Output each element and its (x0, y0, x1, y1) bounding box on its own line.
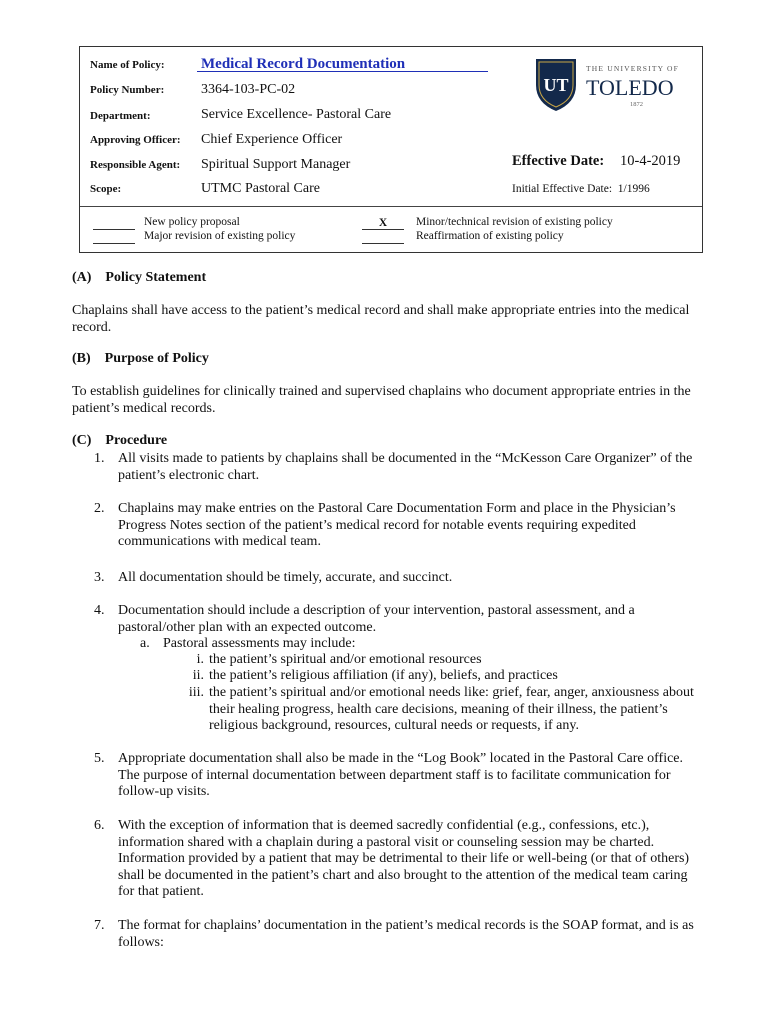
major-revision-blank (93, 231, 135, 247)
header-divider (80, 206, 702, 207)
minor-revision-x: X (362, 217, 404, 230)
scope-value: UTMC Pastoral Care (201, 181, 320, 196)
university-seal-icon (534, 55, 694, 115)
policy-header-box (79, 46, 703, 253)
section-a-text: Chaplains shall have access to the patient’s medical record and shall make appropriate entries into the medical record. (72, 303, 690, 335)
sub-item-text: Pastoral assessments may include: (163, 636, 356, 651)
label-responsible-agent: Responsible Agent: (90, 159, 181, 171)
policy-number-value: 3364-103-PC-02 (201, 82, 296, 97)
procedure-number: 7. (94, 918, 105, 933)
label-policy-number: Policy Number: (90, 84, 165, 96)
major-revision-label: Major revision of existing policy (144, 230, 296, 242)
roman-item: the patient’s spiritual and/or emotional resources (209, 652, 482, 667)
policy-title: Medical Record Documentation (201, 56, 406, 72)
reaffirmation-blank (362, 231, 404, 247)
roman-marker: ii. (192, 668, 204, 683)
section-c-heading: (C) Procedure (72, 433, 168, 448)
title-underline (197, 71, 488, 72)
label-scope: Scope: (90, 183, 122, 195)
department-value: Service Excellence- Pastoral Care (201, 107, 392, 122)
effective-date-label: Effective Date: (512, 153, 605, 169)
procedure-item: The format for chaplains’ documentation in the patient’s medical records is the SOAP format, and is as follows: (118, 918, 694, 950)
section-b-heading: (B) Purpose of Policy (72, 351, 209, 366)
procedure-number: 1. (94, 451, 105, 466)
procedure-item: All documentation should be timely, accurate, and succinct. (118, 570, 453, 585)
minor-revision-label: Minor/technical revision of existing policy (416, 216, 613, 228)
initial-effective-label: Initial Effective Date: (512, 183, 613, 195)
label-name-of-policy: Name of Policy: (90, 59, 165, 71)
procedure-item: Documentation should include a description of your intervention, pastoral assessment, and a pastoral/other plan with an expected outcome. (118, 603, 635, 635)
procedure-number: 5. (94, 751, 105, 766)
label-department: Department: (90, 110, 151, 122)
label-approving-officer: Approving Officer: (90, 134, 181, 146)
roman-marker: i. (196, 652, 204, 667)
minor-revision-mark (362, 217, 404, 230)
reaffirmation-label: Reaffirmation of existing policy (416, 230, 564, 242)
logo-monogram: UT (543, 75, 569, 95)
initial-effective-date (512, 183, 650, 195)
procedure-item: Chaplains may make entries on the Pastoral Care Documentation Form and place in the Physician’s Progress Notes section of the patient’s medical record for notable events requiring expedited communications with medical team. (118, 501, 676, 549)
approving-officer-value: Chief Experience Officer (201, 132, 343, 147)
logo-university-text: THE UNIVERSITY OF (586, 64, 680, 73)
procedure-number: 4. (94, 603, 105, 618)
procedure-item: With the exception of information that is deemed sacredly confidential (e.g., confessions, etc.), information shared with a chaplain during a pastoral visit or counseling session may be charted. Information provided by a patient that may be detrimental to their life or well-being (or that of others) shall be documented in the patient’s chart and also brought to the attention of the medical team caring for that patient. (118, 818, 690, 899)
logo-name-text: TOLEDO (586, 75, 674, 100)
procedure-item: All visits made to patients by chaplains shall be documented in the “McKesson Care Organizer” of the patient’s electronic chart. (118, 451, 693, 483)
university-logo (534, 55, 694, 115)
procedure-number: 6. (94, 818, 105, 833)
effective-date-value: 10-4-2019 (620, 153, 681, 169)
section-b-text: To establish guidelines for clinically trained and supervised chaplains who document appropriate entries in the patient’s medical records. (72, 384, 691, 416)
initial-effective-value: 1/1996 (617, 183, 650, 195)
responsible-agent-value: Spiritual Support Manager (201, 157, 351, 172)
sub-item-marker: a. (140, 636, 150, 651)
roman-item: the patient’s religious affiliation (if any), beliefs, and practices (209, 668, 558, 683)
procedure-number: 2. (94, 501, 105, 516)
logo-year-text: 1872 (630, 101, 643, 108)
procedure-item: Appropriate documentation shall also be made in the “Log Book” located in the Pastoral Care office. The purpose of internal documentation between department staff is to facilitate communication for follow-up visits. (118, 751, 684, 799)
roman-marker: iii. (188, 685, 204, 700)
new-policy-label: New policy proposal (144, 216, 240, 228)
section-a-heading: (A) Policy Statement (72, 270, 207, 285)
roman-item: the patient’s spiritual and/or emotional needs like: grief, fear, anger, anxiousness about their healing progress, health care decisions, meaning of their illness, the patient’s religious background, resources, cultural needs or requests, if any. (209, 685, 694, 733)
procedure-number: 3. (94, 570, 105, 585)
